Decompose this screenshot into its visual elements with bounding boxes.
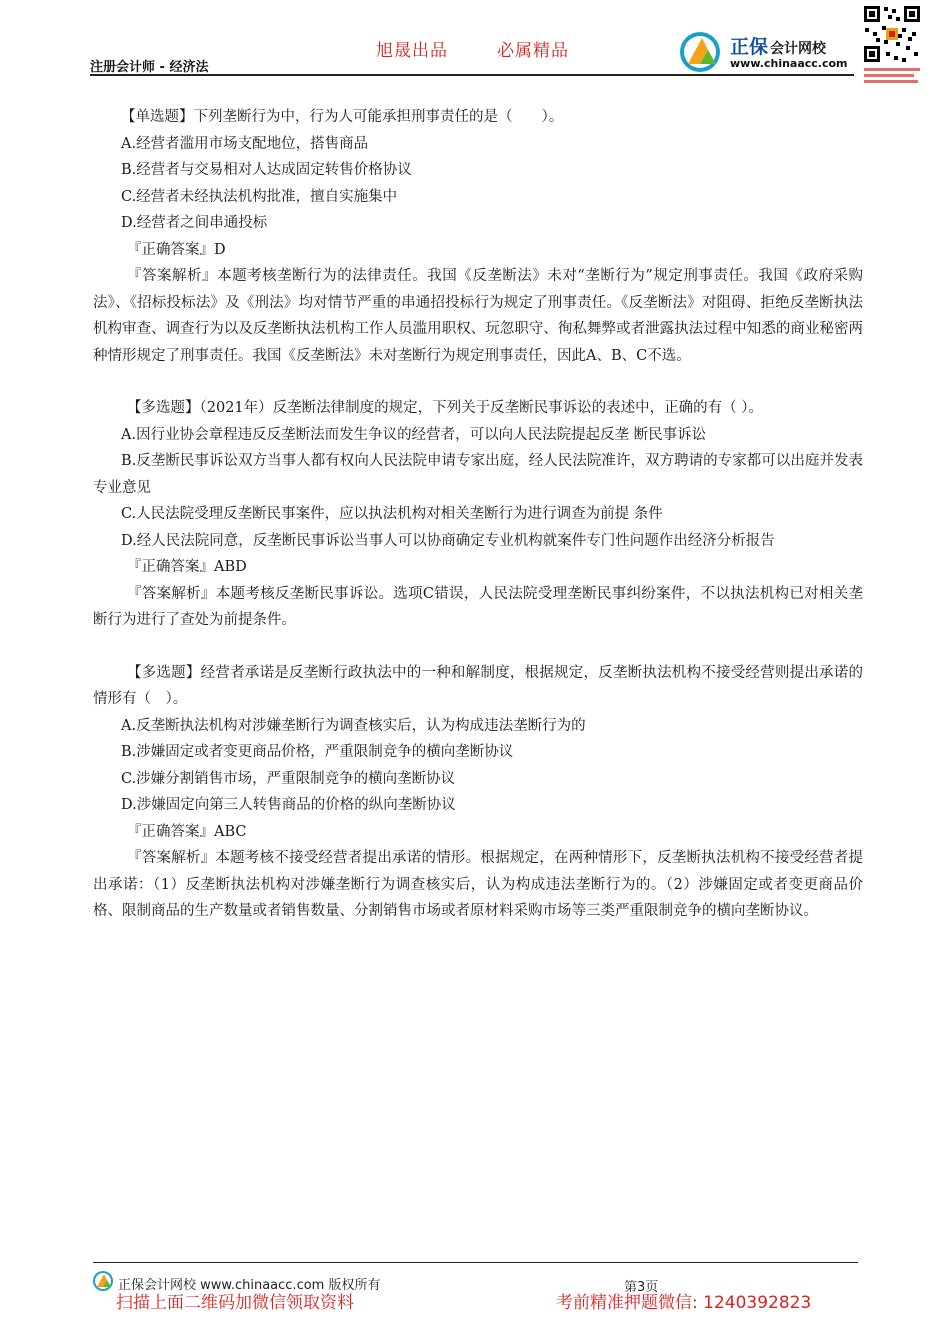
option: D.经营者之间串通投标	[121, 215, 268, 231]
question-stem: 【多选题】（2021年）反垄断法律制度的规定，下列关于反垄断民事诉讼的表述中，正确的有（ ）。	[127, 400, 764, 416]
question-3	[93, 660, 863, 925]
correct-answer: 『正确答案』ABC	[127, 823, 247, 840]
question-2	[93, 395, 863, 634]
correct-answer: 『正确答案』ABD	[127, 559, 247, 575]
answer-analysis: 『答案解析』本题考核反垄断民事诉讼。选项C错误，人民法院受理垄断民事纠纷案件，不以执法机构已对相关垄断行为进行了查处为前提条件。	[93, 585, 863, 628]
page-header	[0, 0, 950, 78]
option: B.反垄断民事诉讼双方当事人都有权向人民法院申请专家出庭，经人民法院准许，双方聘请的专家都可以出庭并发表专业意见	[93, 453, 863, 496]
brand-name: 正保 会计网校	[730, 36, 827, 58]
question-stem: 【多选题】经营者承诺是反垄断行政执法中的一种和解制度，根据规定，反垄断执法机构不接受经营则提出承诺的情形有（ ）。	[93, 664, 863, 707]
promo-wechat: 考前精准押题微信: 1240392823	[556, 1293, 812, 1313]
promo-scan-qr: 扫描上面二维码加微信领取资料	[116, 1293, 354, 1313]
option: C.涉嫌分割销售市场，严重限制竞争的横向垄断协议	[121, 770, 456, 787]
option: D.涉嫌固定向第三人转售商品的价格的纵向垄断协议	[121, 797, 456, 813]
option: A.因行业协会章程违反反垄断法而发生争议的经营者，可以向人民法院提起反垄 断民事诉讼	[121, 426, 707, 443]
brand-url[interactable]: www.chinaacc.com	[730, 57, 848, 70]
brand-logo-icon	[678, 30, 724, 74]
page-number: 第3页	[624, 1280, 659, 1295]
option: A.反垄断执法机构对涉嫌垄断行为调查核实后，认为构成违法垄断行为的	[121, 717, 586, 734]
answer-analysis: 『答案解析』本题考核不接受经营者提出承诺的情形。根据规定，在两种情形下，反垄断执法机构不接受经营者提出承诺：（1）反垄断执法机构对涉嫌垄断行为调查核实后，认为构成违法垄断行为的。（2）涉嫌固定或者变更商品价格、限制商品的生产数量或者销售数量、分割销售市场或者原材料采购市场等三类严重限制竞争的横向垄断协议。	[93, 850, 863, 919]
option: C.经营者未经执法机构批准，擅自实施集中	[121, 188, 398, 205]
document-body	[93, 104, 863, 951]
slogan-left: 旭晟出品	[376, 41, 448, 61]
header-divider	[90, 74, 854, 76]
answer-analysis: 『答案解析』本题考核垄断行为的法律责任。我国《反垄断法》未对“垄断行为”规定刑事责任。我国《政府采购法》、《招标投标法》及《刑法》均对情节严重的串通招投标行为规定了刑事责任。《反垄断法》对阻碍、拒绝反垄断执法机构审查、调查行为以及反垄断执法机构工作人员滥用职权、玩忽职守、徇私舞弊或者泄露执法过程中知悉的商业秘密两种情形规定了刑事责任。我国《反垄断法》未对垄断行为规定刑事责任，因此A、B、C不选。	[93, 268, 863, 364]
footer-copyright: 正保会计网校 www.chinaacc.com 版权所有	[118, 1278, 381, 1293]
slogan-right: 必属精品	[497, 41, 569, 61]
subject-title: 注册会计师 - 经济法	[90, 60, 209, 75]
option: A.经营者滥用市场支配地位，搭售商品	[121, 135, 369, 152]
qr-code-icon	[862, 4, 922, 92]
brand-logo[interactable]	[678, 30, 858, 74]
option: B.涉嫌固定或者变更商品价格，严重限制竞争的横向垄断协议	[121, 744, 514, 760]
option: B.经营者与交易相对人达成固定转售价格协议	[121, 162, 412, 178]
question-stem: 【单选题】下列垄断行为中，行为人可能承担刑事责任的是（ ）。	[121, 109, 564, 125]
correct-answer: 『正确答案』D	[127, 241, 226, 258]
question-1	[93, 104, 863, 369]
footer-divider	[93, 1262, 858, 1263]
option: D.经人民法院同意，反垄断民事诉讼当事人可以协商确定专业机构就案件专门性问题作出经济分析报告	[121, 532, 775, 549]
option: C.人民法院受理反垄断民事案件，应以执法机构对相关垄断行为进行调查为前提 条件	[121, 506, 663, 522]
footer-logo-icon	[92, 1270, 114, 1292]
